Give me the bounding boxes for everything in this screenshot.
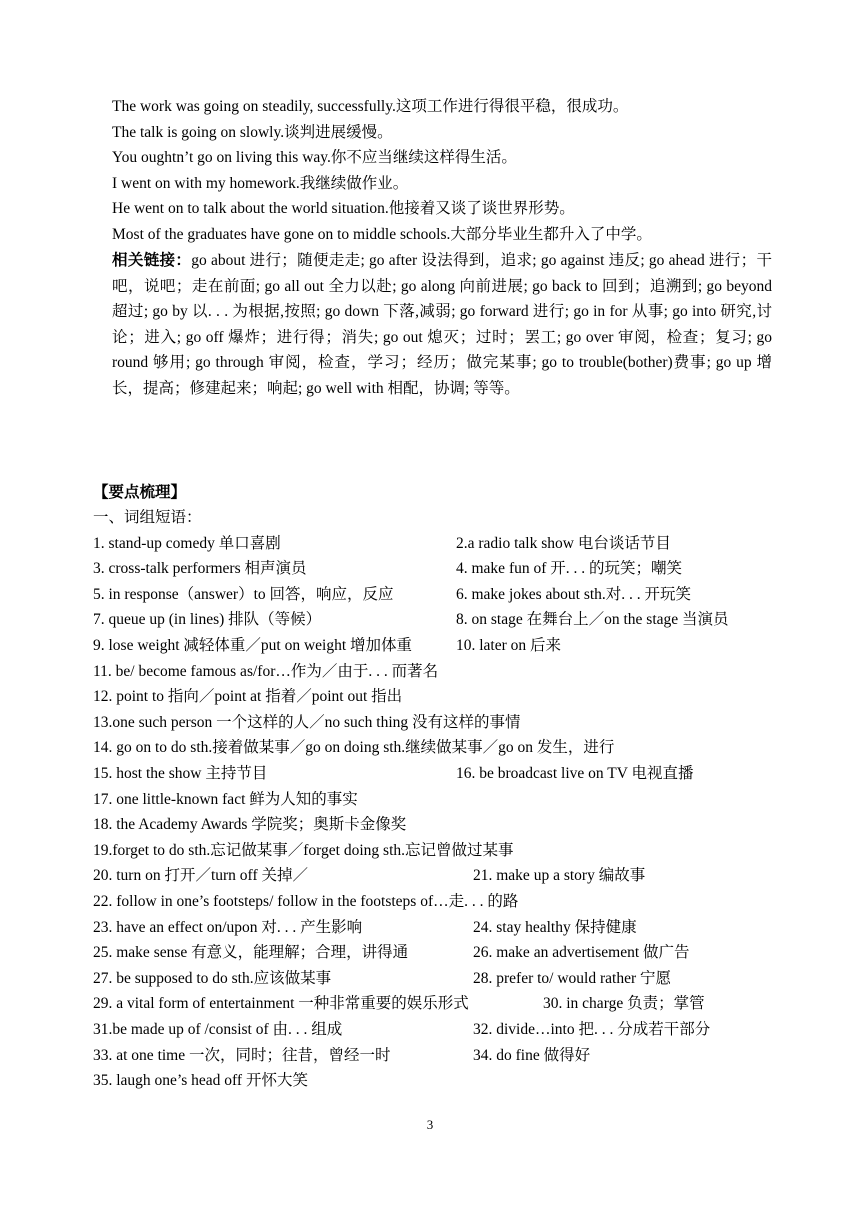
phrase-item: 33. at one time 一次，同时；往昔，曾经一时 — [93, 1047, 391, 1064]
phrase-item: 2.a radio talk show 电台谈话节目 — [456, 535, 671, 552]
example-sentence: The talk is going on slowly.谈判进展缓慢。 — [112, 124, 393, 141]
phrase-item: 14. go on to do sth.接着做某事／go on doing sth.继续做某事／go on 发生，进行 — [93, 739, 615, 756]
phrase-item: 22. follow in one’s footsteps/ follow in the footsteps of…走. . . 的路 — [93, 893, 519, 910]
phrase-item: 18. the Academy Awards 学院奖；奥斯卡金像奖 — [93, 816, 407, 833]
page-number: 3 — [426, 1117, 434, 1132]
example-sentence: Most of the graduates have gone on to middle schools.大部分毕业生都升入了中学。 — [112, 226, 652, 243]
example-sentence: The work was going on steadily, successfully.这项工作进行得很平稳，很成功。 — [112, 98, 629, 115]
phrase-item: 13.one such person 一个这样的人／no such thing 没有这样的事情 — [93, 714, 521, 731]
phrase-item: 11. be/ become famous as/for…作为／由于. . . 而著名 — [93, 663, 439, 680]
phrase-item: 32. divide…into 把. . . 分成若干部分 — [473, 1021, 711, 1038]
phrase-item: 9. lose weight 减轻体重／put on weight 增加体重 — [93, 637, 413, 654]
phrase-item: 21. make up a story 编故事 — [473, 867, 646, 884]
phrase-item: 27. be supposed to do sth.应该做某事 — [93, 970, 332, 987]
subsection-title: 一、词组短语： — [93, 509, 202, 526]
phrase-item: 23. have an effect on/upon 对. . . 产生影响 — [93, 919, 363, 936]
phrase-item: 29. a vital form of entertainment 一种非常重要的娱乐形式 — [93, 995, 469, 1012]
phrase-item: 34. do fine 做得好 — [473, 1047, 591, 1064]
example-sentence: He went on to talk about the world situation.他接着又谈了谈世界形势。 — [112, 200, 575, 217]
phrase-item: 1. stand-up comedy 单口喜剧 — [93, 535, 281, 552]
phrase-item: 31.be made up of /consist of 由. . . 组成 — [93, 1021, 343, 1038]
related-links-paragraph — [112, 248, 772, 402]
phrase-item: 15. host the show 主持节目 — [93, 765, 268, 782]
phrase-item: 10. later on 后来 — [456, 637, 562, 654]
phrase-item: 3. cross-talk performers 相声演员 — [93, 560, 307, 577]
phrase-item: 6. make jokes about sth.对. . . 开玩笑 — [456, 586, 692, 603]
phrase-item: 24. stay healthy 保持健康 — [473, 919, 637, 936]
section-title: 【要点梳理】 — [93, 484, 187, 501]
related-links-label: 相关链接： — [112, 252, 192, 269]
phrase-item: 17. one little-known fact 鲜为人知的事实 — [93, 791, 358, 808]
phrase-item: 35. laugh one’s head off 开怀大笑 — [93, 1072, 308, 1089]
phrase-item: 28. prefer to/ would rather 宁愿 — [473, 970, 671, 987]
phrase-item: 26. make an advertisement 做广告 — [473, 944, 690, 961]
phrase-item: 8. on stage 在舞台上／on the stage 当演员 — [456, 611, 729, 628]
example-sentence: I went on with my homework.我继续做作业。 — [112, 175, 409, 192]
phrase-item: 25. make sense 有意义，能理解；合理，讲得通 — [93, 944, 409, 961]
phrase-item: 12. point to 指向／point at 指着／point out 指出 — [93, 688, 403, 705]
phrase-item: 16. be broadcast live on TV 电视直播 — [456, 765, 694, 782]
phrase-item: 5. in response（answer）to 回答，响应，反应 — [93, 586, 394, 603]
phrase-item: 19.forget to do sth.忘记做某事／forget doing sth.忘记曾做过某事 — [93, 842, 514, 859]
phrase-item: 7. queue up (in lines) 排队（等候） — [93, 611, 322, 628]
related-links-text: go about 进行；随便走走; go after 设法得到，追求; go against 违反; go ahead 进行；干吧，说吧；走在前面; go all out 全力以赴; go along 向前进展; go back to 回到；追溯到; go beyond 超过; go by 以. . . 为根据,按照; go down 下落,减弱; go forward 进行; go in for 从事; go into 研究,讨论；进入; go off 爆炸；进行得；消失; go out 熄灭；过时；罢工; go over 审阅，检查；复习; go round 够用; go through 审阅，检查，学习；经历；做完某事; go to trouble(bother)费事; go up 增长，提高；修建起来；响起; go well with 相配，协调; 等等。 — [112, 252, 772, 397]
phrase-item: 30. in charge 负责；掌管 — [543, 995, 705, 1012]
phrase-item: 20. turn on 打开／turn off 关掉／ — [93, 867, 308, 884]
phrase-item: 4. make fun of 开. . . 的玩笑；嘲笑 — [456, 560, 683, 577]
example-sentence: You oughtn’t go on living this way.你不应当继续这样得生活。 — [112, 149, 517, 166]
